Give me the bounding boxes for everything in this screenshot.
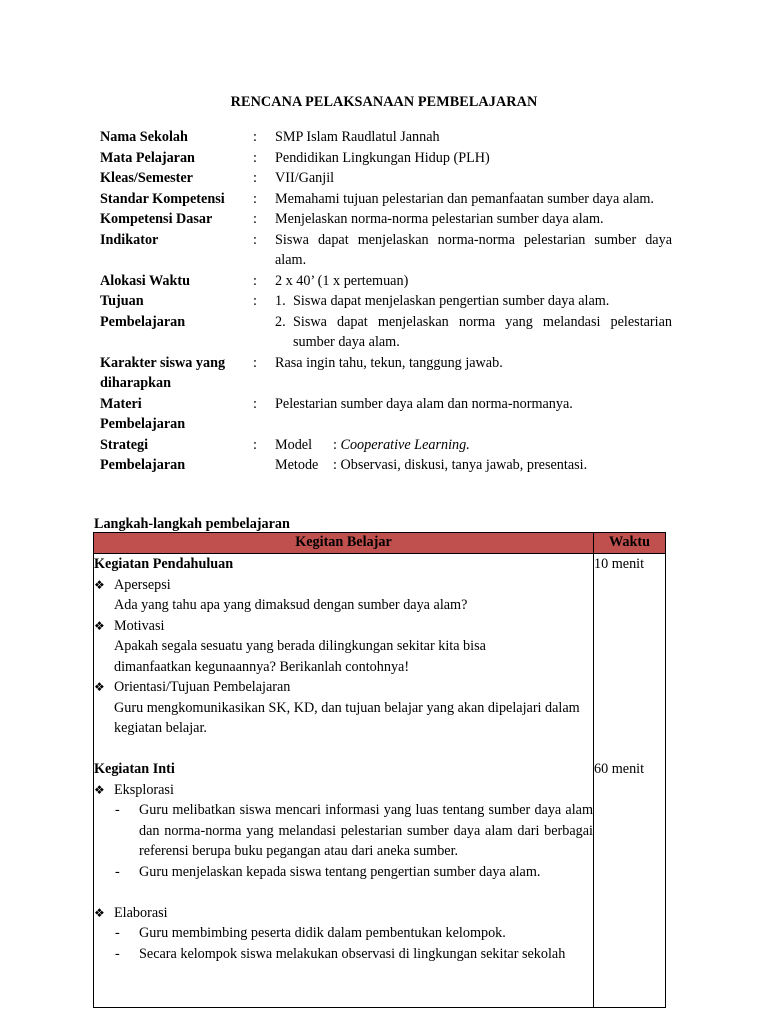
objective-text: Siswa dapat menjelaskan pengertian sumber daya alam. bbox=[293, 293, 610, 309]
diamond-bullet-icon: ❖ bbox=[94, 618, 105, 633]
info-label: Kleas/Semester bbox=[100, 170, 193, 186]
info-label-line: diharapkan bbox=[100, 375, 171, 391]
info-label bbox=[100, 435, 253, 476]
strategy-method-key: Metode bbox=[275, 457, 319, 473]
info-colon: : bbox=[253, 129, 257, 145]
list-item bbox=[94, 944, 593, 965]
activities-cell bbox=[94, 554, 594, 1008]
info-colon: : bbox=[253, 231, 257, 248]
info-label-line: Pembelajaran bbox=[100, 416, 186, 432]
info-label bbox=[100, 291, 253, 353]
list-item bbox=[94, 923, 593, 944]
info-row-mata-pelajaran bbox=[100, 148, 672, 169]
diamond-bullet-icon: ❖ bbox=[94, 680, 105, 694]
objective-number: 2. bbox=[275, 313, 286, 330]
objective-text: Siswa dapat menjelaskan norma yang melandasi pelestarian sumber daya alam. bbox=[293, 313, 672, 350]
info-row-standar-kompetensi bbox=[100, 189, 672, 210]
diamond-bullet-icon: ❖ bbox=[94, 782, 105, 797]
info-colon: : bbox=[253, 272, 257, 289]
list-item-text: Guru melibatkan siswa mencari informasi yang luas tentang sumber daya alam dan norma-norma yang melandasi pelestarian sumber daya alam dari berbagai referensi berupa buku pegangan atau dari aneka sumber. bbox=[139, 802, 593, 859]
objective-item bbox=[275, 312, 672, 353]
dash-marker: - bbox=[115, 863, 120, 880]
strategy-model-key: Model bbox=[275, 436, 313, 453]
info-label-line: Materi bbox=[100, 395, 142, 412]
info-colon: : bbox=[253, 293, 257, 309]
info-colon: : bbox=[253, 190, 257, 207]
info-label-line: Karakter siswa yang bbox=[100, 354, 226, 371]
info-row-karakter bbox=[100, 353, 672, 394]
info-value: SMP Islam Raudlatul Jannah bbox=[275, 129, 440, 145]
info-row-kelas-semester bbox=[100, 168, 672, 189]
time-column-header: Waktu bbox=[594, 533, 666, 554]
strategy-model bbox=[275, 435, 672, 456]
bullet-text: Guru mengkomunikasikan SK, KD, dan tujuan belajar yang akan dipelajari dalam kegiatan belajar. bbox=[114, 699, 580, 736]
info-value: VII/Ganjil bbox=[275, 170, 335, 186]
section-title-inti: Kegiatan Inti bbox=[94, 761, 175, 777]
info-row-materi bbox=[100, 394, 672, 435]
strategy-method bbox=[275, 455, 672, 476]
info-label: Nama Sekolah bbox=[100, 129, 188, 145]
bullet-label: Eksplorasi bbox=[114, 781, 174, 798]
spacer bbox=[594, 575, 665, 760]
info-label: Standar Kompetensi bbox=[100, 190, 225, 207]
info-value: Menjelaskan norma-norma pelestarian sumber daya alam. bbox=[275, 211, 604, 227]
spacer bbox=[94, 739, 593, 760]
list-item bbox=[94, 862, 593, 883]
info-label-line: Pembelajaran bbox=[100, 313, 186, 330]
lesson-info bbox=[100, 127, 672, 476]
info-label: Mata Pelajaran bbox=[100, 149, 195, 166]
info-colon: : bbox=[253, 211, 257, 227]
dash-marker: - bbox=[115, 802, 120, 818]
info-colon: : bbox=[253, 395, 257, 412]
activity-column-header: Kegitan Belajar bbox=[94, 533, 594, 554]
info-colon: : bbox=[253, 149, 257, 166]
list-item-text: Guru membimbing peserta didik dalam pembentukan kelompok. bbox=[139, 925, 506, 941]
info-label-line: Pembelajaran bbox=[100, 457, 186, 473]
bullet-elaborasi bbox=[94, 903, 593, 924]
info-colon: : bbox=[253, 354, 257, 371]
time-pendahuluan: 10 menit bbox=[594, 556, 645, 572]
table-row bbox=[94, 554, 666, 1008]
dash-marker: - bbox=[115, 925, 120, 941]
info-colon: : bbox=[253, 170, 257, 186]
info-label: Alokasi Waktu bbox=[100, 272, 191, 289]
strategy-model-value bbox=[333, 435, 470, 456]
info-row-strategi bbox=[100, 435, 672, 476]
bullet-text: Ada yang tahu apa yang dimaksud dengan sumber daya alam? bbox=[114, 597, 468, 613]
info-value: Pelestarian sumber daya alam dan norma-normanya. bbox=[275, 395, 573, 412]
info-label: Kompetensi Dasar bbox=[100, 211, 213, 227]
info-row-nama-sekolah bbox=[100, 127, 672, 148]
objective-number: 1. bbox=[275, 293, 286, 309]
bullet-label: Motivasi bbox=[114, 617, 165, 634]
info-label bbox=[100, 394, 253, 435]
info-row-alokasi-waktu bbox=[100, 271, 672, 292]
info-value bbox=[275, 435, 672, 476]
document-title: RENCANA PELAKSANAAN PEMBELAJARAN bbox=[230, 94, 538, 110]
strategy-model-separator: : bbox=[333, 436, 341, 453]
diamond-bullet-icon: ❖ bbox=[94, 905, 105, 920]
bullet-apersepsi bbox=[94, 575, 593, 596]
info-value: Memahami tujuan pelestarian dan pemanfaatan sumber daya alam. bbox=[275, 190, 654, 207]
list-item-text: Guru menjelaskan kepada siswa tentang pengertian sumber daya alam. bbox=[139, 863, 541, 880]
strategy-model-text: Cooperative Learning. bbox=[340, 436, 470, 453]
info-label: Indikator bbox=[100, 231, 159, 248]
diamond-bullet-icon: ❖ bbox=[94, 577, 105, 592]
info-label-line: Tujuan bbox=[100, 293, 144, 309]
learning-steps-table bbox=[93, 532, 666, 1008]
list-item bbox=[94, 800, 593, 862]
bullet-orientasi bbox=[94, 677, 593, 698]
info-label bbox=[100, 353, 253, 394]
info-label-line: Strategi bbox=[100, 436, 149, 453]
info-value: Siswa dapat menjelaskan norma-norma pelestarian sumber daya alam. bbox=[275, 231, 672, 268]
info-row-kompetensi-dasar bbox=[100, 209, 672, 230]
strategy-method-value: : Observasi, diskusi, tanya jawab, presentasi. bbox=[333, 457, 588, 473]
bullet-eksplorasi bbox=[94, 780, 593, 801]
time-cell bbox=[594, 554, 666, 1008]
bullet-label: Elaborasi bbox=[114, 904, 168, 921]
objective-item bbox=[275, 291, 672, 312]
info-colon: : bbox=[253, 436, 257, 453]
steps-heading: Langkah-langkah pembelajaran bbox=[94, 516, 290, 532]
bullet-label: Orientasi/Tujuan Pembelajaran bbox=[114, 679, 291, 695]
bullet-motivasi bbox=[94, 616, 593, 637]
bullet-label: Apersepsi bbox=[114, 576, 171, 593]
table-header-row bbox=[94, 533, 666, 554]
info-value: 2 x 40’ (1 x pertemuan) bbox=[275, 272, 409, 289]
info-row-indikator bbox=[100, 230, 672, 271]
bullet-text: Apakah segala sesuatu yang berada dilingkungan sekitar kita bisa dimanfaatkan kegunaannya? Berikanlah contohnya! bbox=[114, 638, 486, 675]
info-value: Rasa ingin tahu, tekun, tanggung jawab. bbox=[275, 354, 503, 371]
time-inti: 60 menit bbox=[594, 761, 645, 777]
info-value bbox=[275, 291, 672, 353]
info-row-tujuan bbox=[100, 291, 672, 353]
section-title-pendahuluan: Kegiatan Pendahuluan bbox=[94, 556, 234, 572]
info-value: Pendidikan Lingkungan Hidup (PLH) bbox=[275, 149, 490, 166]
spacer bbox=[94, 882, 593, 903]
dash-marker: - bbox=[115, 945, 120, 962]
list-item-text: Secara kelompok siswa melakukan observasi di lingkungan sekitar sekolah bbox=[139, 945, 566, 962]
